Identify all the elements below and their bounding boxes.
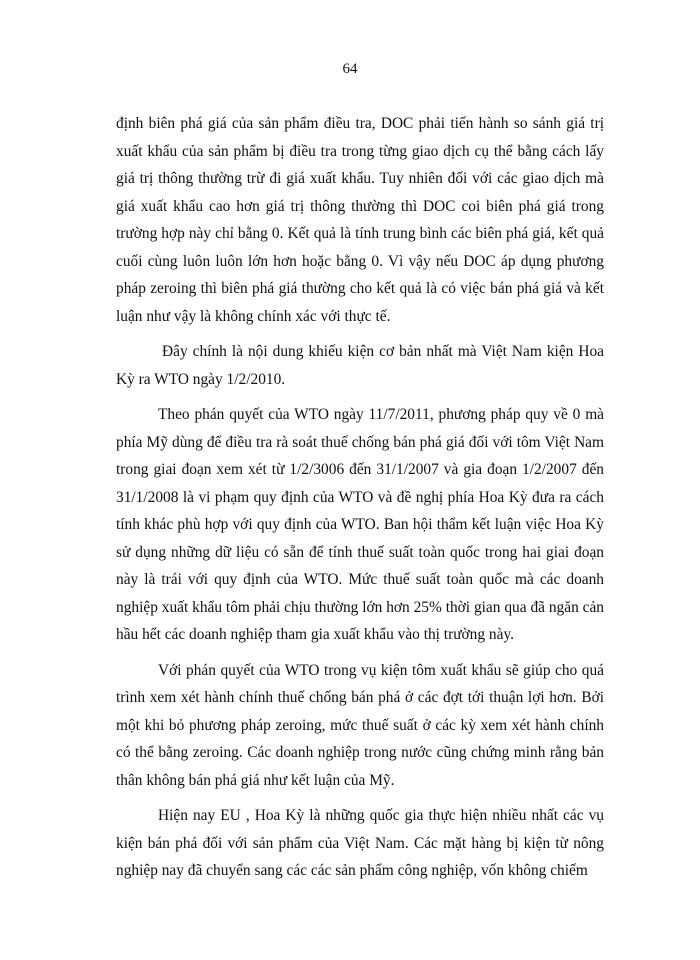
paragraph-1: định biên phá giá của sản phẩm điều tra, DOC phải tiến hành so sánh giá trị xuất khẩu của sản phẩm bị điều tra trong từng giao dịch cụ thể bằng cách lấy giá trị thông thường trừ đi giá xuất khẩu. Tuy nhiên đối với các giao dịch mà giá xuất khẩu cao hơn giá trị thông thường thì DOC coi biên phá giá trong trường hợp này chỉ bằng 0. Kết quả là tính trung bình các biên phá giá, kết quả cuối cùng luôn luôn lớn hơn hoặc bằng 0. Vì vậy nếu DOC áp dụng phương pháp zeroing thì biên phá giá thường cho kết quả là có việc bán phá giá và kết luận như vậy là không chính xác với thực tế.	[116, 115, 604, 325]
paragraph-3: Theo phán quyết của WTO ngày 11/7/2011, phương pháp quy về 0 mà phía Mỹ dùng để điều tra rà soát thuế chống bán phá giá đối với tôm Việt Nam trong giai đoạn xem xét từ 1/2/3006 đến 31/1/2007 và gia đoạn 1/2/2007 đến 31/1/2008 là vi phạm quy định của WTO và đề nghị phía Hoa Kỳ đưa ra cách tính khác phù hợp với quy định của WTO. Ban hội thẩm kết luận việc Hoa Kỳ sử dụng những dữ liệu có sẵn để tính thuế suất toàn quốc trong hai giai đoạn này là trái với quy định của WTO. Mức thuế suất toàn quốc mà các doanh nghiệp xuất khẩu tôm phải chịu thường lớn hơn 25% thời gian qua đã ngăn cản hầu hết các doanh nghiệp tham gia xuất khẩu vào thị trường này.	[116, 406, 604, 643]
paragraph-5: Hiện nay EU , Hoa Kỳ là những quốc gia thực hiện nhiều nhất các vụ kiện bán phá đối với sản phẩm của Việt Nam. Các mặt hàng bị kiện từ nông nghiệp nay đã chuyển sang các các sản phẩm công nghiệp, vốn không chiếm	[116, 807, 604, 879]
body-text	[116, 110, 604, 893]
page-number: 64	[342, 61, 358, 77]
paragraph-4: Với phán quyết của WTO trong vụ kiện tôm xuất khẩu sẽ giúp cho quá trình xem xét hành chính thuế chống bán phá ở các đợt tới thuận lợi hơn. Bởi một khi bỏ phương pháp zeroing, mức thuế suất ở các kỳ xem xét hành chính có thể bằng zeroing. Các doanh nghiệp trong nước cũng chứng minh rằng bản thân không bán phá giá như kết luận của Mỹ.	[116, 661, 604, 789]
paragraph-2: Đây chính là nội dung khiếu kiện cơ bản nhất mà Việt Nam kiện Hoa Kỳ ra WTO ngày 1/2/2010.	[116, 343, 604, 388]
